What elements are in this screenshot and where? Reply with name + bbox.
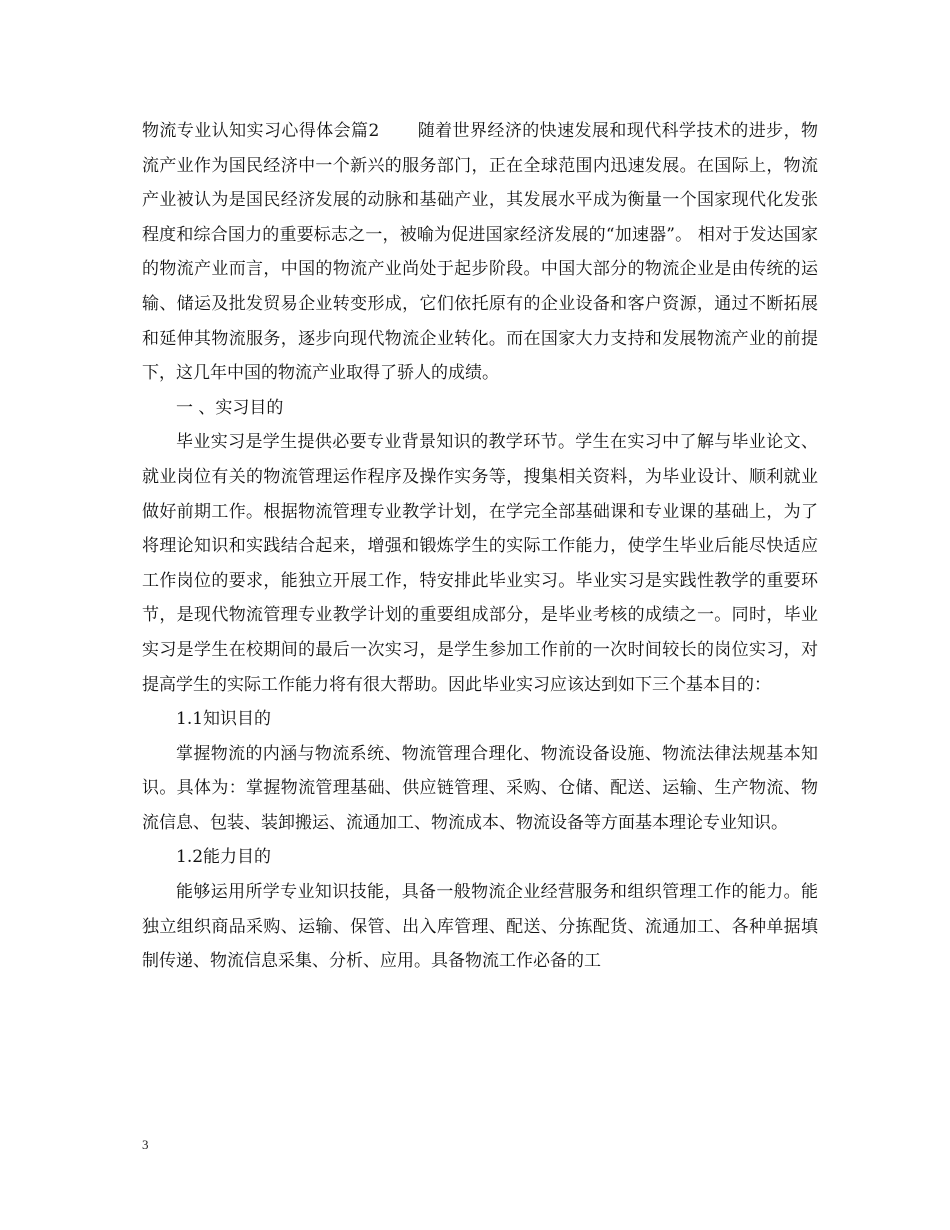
document-body xyxy=(142,114,818,979)
subsection-paragraph-ability: 能够运用所学专业知识技能，具备一般物流企业经营服务和组织管理工作的能力。能独立组织商品采购、运输、保管、出入库管理、配送、分拣配货、流通加工、各种单据填制传递、物流信息采集、分析、应用。具备物流工作必备的工 xyxy=(142,882,818,972)
section-paragraph-purpose: 毕业实习是学生提供必要专业背景知识的教学环节。学生在实习中了解与毕业论文、就业岗位有关的物流管理运作程序及操作实务等，搜集相关资料，为毕业设计、顺利就业做好前期工作。根据物流管理专业教学计划，在学完全部基础课和专业课的基础上，为了将理论知识和实践结合起来，增强和锻炼学生的实际工作能力，使学生毕业后能尽快适应工作岗位的要求，能独立开展工作，特安排此毕业实习。毕业实习是实践性教学的重要环节，是现代物流管理专业教学计划的重要组成部分，是毕业考核的成绩之一。同时，毕业实习是学生在校期间的最后一次实习，是学生参加工作前的一次时间较长的岗位实习，对提高学生的实际工作能力将有很大帮助。因此毕业实习应该达到如下三个基本目的： xyxy=(142,432,818,695)
section-heading-purpose: 一 、实习目的 xyxy=(176,397,284,418)
intro-title: 物流专业认知实习心得体会篇2 xyxy=(142,121,380,141)
subsection-heading-knowledge: 1.1知识目的 xyxy=(176,709,272,730)
subsection-heading-ability: 1.2能力目的 xyxy=(176,847,272,868)
subsection-paragraph-knowledge: 掌握物流的内涵与物流系统、物流管理合理化、物流设备设施、物流法律法规基本知识。具体为：掌握物流管理基础、供应链管理、采购、仓储、配送、运输、生产物流、物流信息、包装、装卸搬运、流通加工、物流成本、物流设备等方面基本理论专业知识。 xyxy=(142,743,818,833)
page-number: 3 xyxy=(142,1137,149,1152)
intro-paragraph xyxy=(142,114,818,391)
intro-text: 随着世界经济的快速发展和现代科学技术的进步，物流产业作为国民经济中一个新兴的服务部门，正在全球范围内迅速发展。在国际上，物流产业被认为是国民经济发展的动脉和基础产业，其发展水平成为衡量一个国家现代化发张程度和综合国力的重要标志之一，被喻为促进国家经济发展的“加速器”。 相对于发达国家的物流产业而言，中国的物流产业尚处于起步阶段。中国大部分的物流企业是由传统的运输、储运及批发贸易企业转变形成，它们依托原有的企业设备和客户资源，通过不断拓展和延伸其物流服务，逐步向现代物流企业转化。而在国家大力支持和发展物流产业的前提下，这几年中国的物流产业取得了骄人的成绩。 xyxy=(142,121,818,384)
